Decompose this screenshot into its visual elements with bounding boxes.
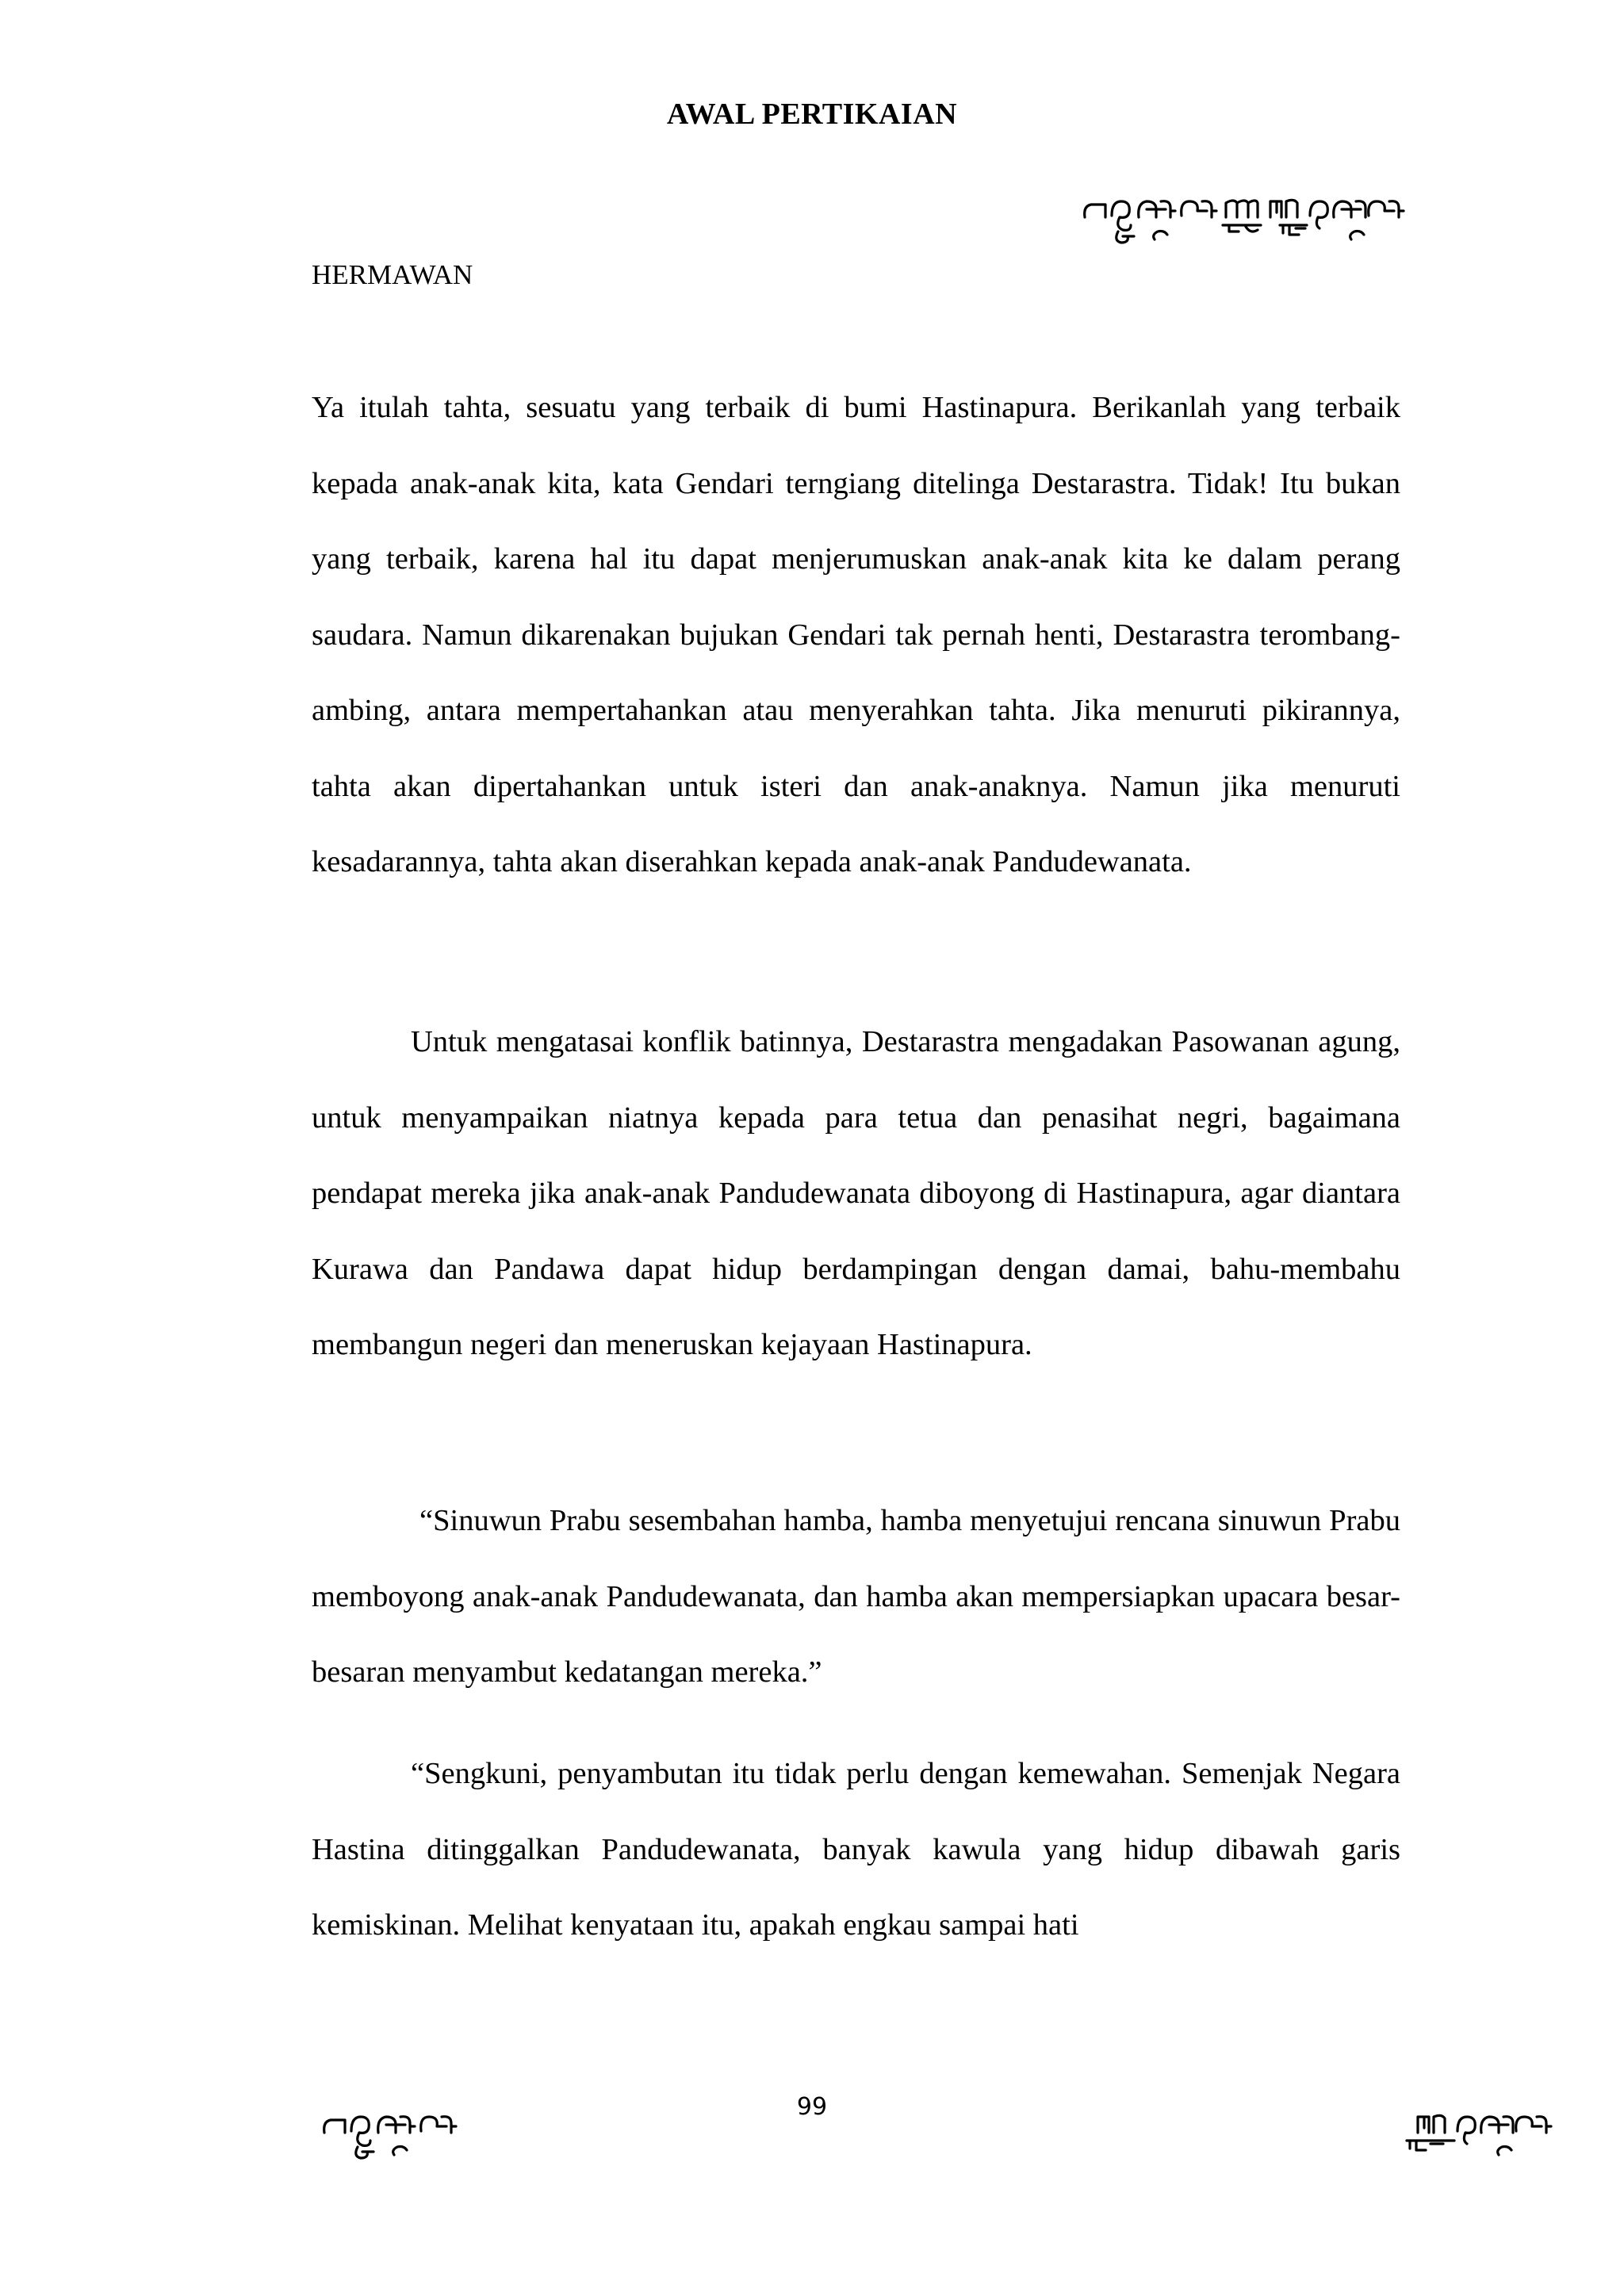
paragraph-3: “Sinuwun Prabu sesembahan hamba, hamba menyetujui rencana sinuwun Prabu memboyong anak-anak Pandudewanata, dan hamba akan mempersiapkan upacara besar-besaran menyambut kedatangan mereka.” bbox=[312, 1504, 1400, 1689]
javanese-script-logo-right-half bbox=[1404, 2106, 1554, 2168]
page-number: 99 bbox=[796, 2093, 828, 2121]
paragraph-2: Untuk mengatasai konflik batinnya, Destarastra mengadakan Pasowanan agung, untuk menyampaikan niatnya kepada para tetua dan penasihat negri, bagaimana pendapat mereka jika anak-anak Pandudewanata diboyong di Hastinapura, agar diantara Kurawa dan Pandawa dapat hidup berdampingan dengan damai, bahu-membahu membangun negeri dan meneruskan kejayaan Hastinapura. bbox=[312, 1025, 1400, 1361]
document-title: AWAL PERTIKAIAN bbox=[666, 98, 958, 131]
author-name: HERMAWAN bbox=[312, 259, 473, 290]
javanese-script-logo bbox=[1082, 190, 1407, 252]
paragraph-4: “Sengkuni, penyambutan itu tidak perlu dengan kemewahan. Semenjak Negara Hastina ditinggalkan Pandudewanata, banyak kawula yang hidup dibawah garis kemiskinan. Melihat kenyataan itu, apakah engkau sampai hati bbox=[312, 1757, 1400, 1942]
paragraph-1: Ya itulah tahta, sesuatu yang terbaik di bumi Hastinapura. Berikanlah yang terbaik kepada anak-anak kita, kata Gendari terngiang ditelinga Destarastra. Tidak! Itu bukan yang terbaik, karena hal itu dapat menjerumuskan anak-anak kita ke dalam perang saudara. Namun dikarenakan bujukan Gendari tak pernah henti, Destarastra terombang-ambing, antara mempertahankan atau menyerahkan tahta. Jika menuruti pikirannya, tahta akan dipertahankan untuk isteri dan anak-anaknya. Namun jika menuruti kesadarannya, tahta akan diserahkan kepada anak-anak Pandudewanata. bbox=[312, 391, 1400, 878]
javanese-script-logo-left-half bbox=[321, 2106, 488, 2168]
